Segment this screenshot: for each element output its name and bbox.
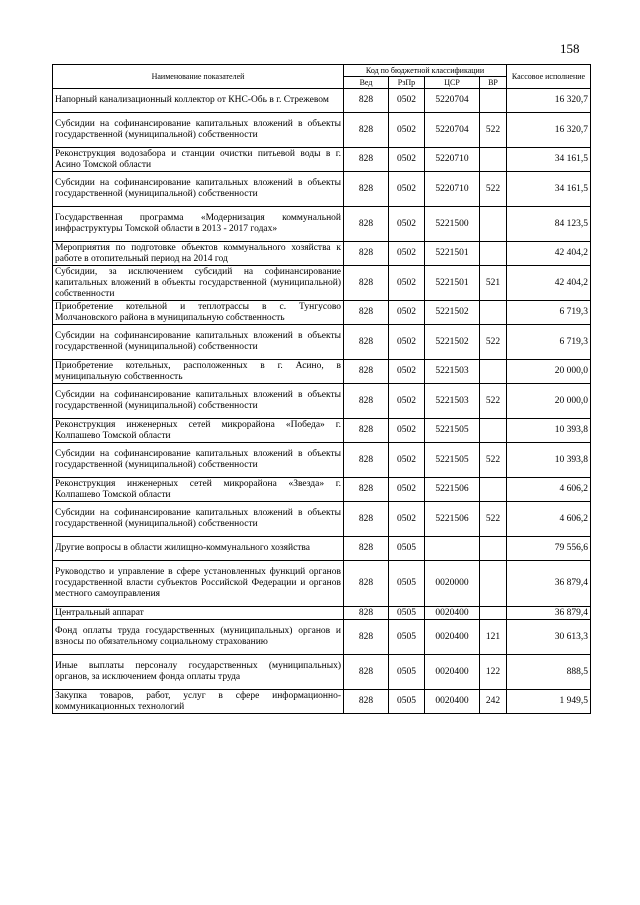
row-ved: 828 bbox=[344, 325, 389, 360]
row-ved: 828 bbox=[344, 443, 389, 478]
header-csr: ЦСР bbox=[425, 77, 480, 89]
row-ved: 828 bbox=[344, 301, 389, 325]
row-vr bbox=[480, 242, 507, 266]
table-row bbox=[53, 502, 591, 537]
row-rzpr: 0502 bbox=[389, 419, 425, 443]
row-rzpr: 0502 bbox=[389, 89, 425, 113]
row-csr: 5221503 bbox=[425, 384, 480, 419]
row-ved: 828 bbox=[344, 242, 389, 266]
table-row bbox=[53, 325, 591, 360]
row-ved: 828 bbox=[344, 172, 389, 207]
table-row bbox=[53, 384, 591, 419]
row-amount: 84 123,5 bbox=[507, 207, 591, 242]
row-vr bbox=[480, 419, 507, 443]
row-name: Другие вопросы в области жилищно-коммунального хозяйства bbox=[53, 537, 344, 561]
table-row bbox=[53, 419, 591, 443]
row-vr: 121 bbox=[480, 620, 507, 655]
row-amount: 42 404,2 bbox=[507, 242, 591, 266]
row-csr: 5220710 bbox=[425, 148, 480, 172]
header-ved: Вед bbox=[344, 77, 389, 89]
header-rzpr: РзПр bbox=[389, 77, 425, 89]
row-csr: 5221503 bbox=[425, 360, 480, 384]
row-name: Субсидии на софинансирование капитальных вложений в объекты государственной (муниципальной) собственности bbox=[53, 443, 344, 478]
row-rzpr: 0502 bbox=[389, 266, 425, 301]
row-name: Напорный канализационный коллектор от КНС-Обь в г. Стрежевом bbox=[53, 89, 344, 113]
row-amount: 6 719,3 bbox=[507, 301, 591, 325]
row-ved: 828 bbox=[344, 620, 389, 655]
row-name: Субсидии на софинансирование капитальных вложений в объекты государственной (муниципальной) собственности bbox=[53, 113, 344, 148]
row-ved: 828 bbox=[344, 537, 389, 561]
row-rzpr: 0502 bbox=[389, 113, 425, 148]
row-name: Фонд оплаты труда государственных (муниципальных) органов и взносы по обязательному социальному страхованию bbox=[53, 620, 344, 655]
row-vr bbox=[480, 478, 507, 502]
row-vr bbox=[480, 360, 507, 384]
row-amount: 4 606,2 bbox=[507, 478, 591, 502]
row-vr: 522 bbox=[480, 502, 507, 537]
row-vr: 522 bbox=[480, 325, 507, 360]
row-amount: 16 320,7 bbox=[507, 113, 591, 148]
page-number: 158 bbox=[560, 41, 580, 56]
row-csr: 0020000 bbox=[425, 561, 480, 607]
row-name: Центральный аппарат bbox=[53, 607, 344, 620]
table-row bbox=[53, 242, 591, 266]
row-name: Субсидии на софинансирование капитальных вложений в объекты государственной (муниципальной) собственности bbox=[53, 172, 344, 207]
row-rzpr: 0505 bbox=[389, 655, 425, 690]
row-vr: 122 bbox=[480, 655, 507, 690]
row-ved: 828 bbox=[344, 384, 389, 419]
row-ved: 828 bbox=[344, 502, 389, 537]
table-row bbox=[53, 89, 591, 113]
row-amount: 16 320,7 bbox=[507, 89, 591, 113]
row-csr: 5221506 bbox=[425, 502, 480, 537]
row-name: Иные выплаты персоналу государственных (муниципальных) органов, за исключением фонда оплаты труда bbox=[53, 655, 344, 690]
row-ved: 828 bbox=[344, 607, 389, 620]
row-amount: 30 613,3 bbox=[507, 620, 591, 655]
row-vr: 522 bbox=[480, 172, 507, 207]
header-amount: Кассовое исполнение bbox=[507, 65, 591, 89]
row-amount: 1 949,5 bbox=[507, 690, 591, 714]
row-ved: 828 bbox=[344, 690, 389, 714]
row-vr: 522 bbox=[480, 443, 507, 478]
row-csr: 5221502 bbox=[425, 301, 480, 325]
row-vr bbox=[480, 148, 507, 172]
row-ved: 828 bbox=[344, 148, 389, 172]
table-row bbox=[53, 301, 591, 325]
row-amount: 10 393,8 bbox=[507, 443, 591, 478]
row-vr: 521 bbox=[480, 266, 507, 301]
row-name: Реконструкция инженерных сетей микрорайона «Звезда» г. Колпашево Томской области bbox=[53, 478, 344, 502]
row-amount: 36 879,4 bbox=[507, 607, 591, 620]
row-name: Приобретение котельной и теплотрассы в с. Тунгусово Молчановского района в муниципальную собственность bbox=[53, 301, 344, 325]
row-ved: 828 bbox=[344, 113, 389, 148]
row-ved: 828 bbox=[344, 360, 389, 384]
row-csr: 0020400 bbox=[425, 655, 480, 690]
row-rzpr: 0502 bbox=[389, 207, 425, 242]
row-name: Государственная программа «Модернизация коммунальной инфраструктуры Томской области в 2013 - 2017 годах» bbox=[53, 207, 344, 242]
row-rzpr: 0505 bbox=[389, 561, 425, 607]
header-name: Наименование показателей bbox=[53, 65, 344, 89]
row-rzpr: 0502 bbox=[389, 360, 425, 384]
row-amount: 34 161,5 bbox=[507, 148, 591, 172]
row-rzpr: 0502 bbox=[389, 148, 425, 172]
table-row bbox=[53, 690, 591, 714]
row-rzpr: 0502 bbox=[389, 443, 425, 478]
table-row bbox=[53, 266, 591, 301]
row-csr: 5221501 bbox=[425, 266, 480, 301]
row-amount: 20 000,0 bbox=[507, 384, 591, 419]
row-rzpr: 0502 bbox=[389, 502, 425, 537]
row-amount: 34 161,5 bbox=[507, 172, 591, 207]
table-row bbox=[53, 655, 591, 690]
row-csr: 5221501 bbox=[425, 242, 480, 266]
row-vr: 242 bbox=[480, 690, 507, 714]
table-row bbox=[53, 620, 591, 655]
table-row bbox=[53, 113, 591, 148]
table-row bbox=[53, 172, 591, 207]
row-rzpr: 0505 bbox=[389, 690, 425, 714]
row-csr: 5221502 bbox=[425, 325, 480, 360]
row-name: Субсидии на софинансирование капитальных вложений в объекты государственной (муниципальной) собственности bbox=[53, 502, 344, 537]
row-name: Приобретение котельных, расположенных в г. Асино, в муниципальную собственность bbox=[53, 360, 344, 384]
header-code-group: Код по бюджетной классификации bbox=[344, 65, 507, 77]
row-vr bbox=[480, 207, 507, 242]
row-amount: 42 404,2 bbox=[507, 266, 591, 301]
row-csr: 5221505 bbox=[425, 419, 480, 443]
row-vr bbox=[480, 607, 507, 620]
row-amount: 4 606,2 bbox=[507, 502, 591, 537]
budget-table bbox=[52, 64, 591, 714]
row-name: Закупка товаров, работ, услуг в сфере информационно-коммуникационных технологий bbox=[53, 690, 344, 714]
row-ved: 828 bbox=[344, 89, 389, 113]
row-vr bbox=[480, 537, 507, 561]
row-rzpr: 0505 bbox=[389, 607, 425, 620]
table-row bbox=[53, 537, 591, 561]
row-name: Субсидии на софинансирование капитальных вложений в объекты государственной (муниципальной) собственности bbox=[53, 384, 344, 419]
table-row bbox=[53, 478, 591, 502]
row-csr: 5221506 bbox=[425, 478, 480, 502]
table-row bbox=[53, 607, 591, 620]
row-csr: 0020400 bbox=[425, 620, 480, 655]
table-row bbox=[53, 207, 591, 242]
row-amount: 36 879,4 bbox=[507, 561, 591, 607]
header-vr: ВР bbox=[480, 77, 507, 89]
row-csr: 5220704 bbox=[425, 89, 480, 113]
row-vr bbox=[480, 301, 507, 325]
row-vr bbox=[480, 561, 507, 607]
table-row bbox=[53, 443, 591, 478]
row-amount: 6 719,3 bbox=[507, 325, 591, 360]
row-ved: 828 bbox=[344, 207, 389, 242]
row-amount: 79 556,6 bbox=[507, 537, 591, 561]
row-name: Субсидии, за исключением субсидий на софинансирование капитальных вложений в объекты государственной (муниципальной) собственности bbox=[53, 266, 344, 301]
row-csr: 5220710 bbox=[425, 172, 480, 207]
row-ved: 828 bbox=[344, 561, 389, 607]
row-ved: 828 bbox=[344, 419, 389, 443]
table-row bbox=[53, 561, 591, 607]
row-rzpr: 0502 bbox=[389, 172, 425, 207]
row-rzpr: 0502 bbox=[389, 325, 425, 360]
row-rzpr: 0502 bbox=[389, 384, 425, 419]
row-name: Субсидии на софинансирование капитальных вложений в объекты государственной (муниципальной) собственности bbox=[53, 325, 344, 360]
row-amount: 10 393,8 bbox=[507, 419, 591, 443]
row-csr: 0020400 bbox=[425, 690, 480, 714]
table-row bbox=[53, 360, 591, 384]
row-amount: 888,5 bbox=[507, 655, 591, 690]
row-vr bbox=[480, 89, 507, 113]
row-csr: 0020400 bbox=[425, 607, 480, 620]
row-rzpr: 0502 bbox=[389, 478, 425, 502]
row-name: Реконструкция водозабора и станции очистки питьевой воды в г. Асино Томской области bbox=[53, 148, 344, 172]
row-name: Мероприятия по подготовке объектов коммунального хозяйства к работе в отопительный период на 2014 год bbox=[53, 242, 344, 266]
row-rzpr: 0502 bbox=[389, 301, 425, 325]
row-amount: 20 000,0 bbox=[507, 360, 591, 384]
table-row bbox=[53, 148, 591, 172]
row-name: Реконструкция инженерных сетей микрорайона «Победа» г. Колпашево Томской области bbox=[53, 419, 344, 443]
row-csr: 5221500 bbox=[425, 207, 480, 242]
row-vr: 522 bbox=[480, 384, 507, 419]
row-name: Руководство и управление в сфере установленных функций органов государственной власти субъектов Российской Федерации и органов местного самоуправления bbox=[53, 561, 344, 607]
row-ved: 828 bbox=[344, 266, 389, 301]
row-vr: 522 bbox=[480, 113, 507, 148]
row-csr: 5221505 bbox=[425, 443, 480, 478]
row-rzpr: 0505 bbox=[389, 620, 425, 655]
row-ved: 828 bbox=[344, 655, 389, 690]
row-rzpr: 0502 bbox=[389, 242, 425, 266]
row-csr bbox=[425, 537, 480, 561]
row-rzpr: 0505 bbox=[389, 537, 425, 561]
row-ved: 828 bbox=[344, 478, 389, 502]
row-csr: 5220704 bbox=[425, 113, 480, 148]
